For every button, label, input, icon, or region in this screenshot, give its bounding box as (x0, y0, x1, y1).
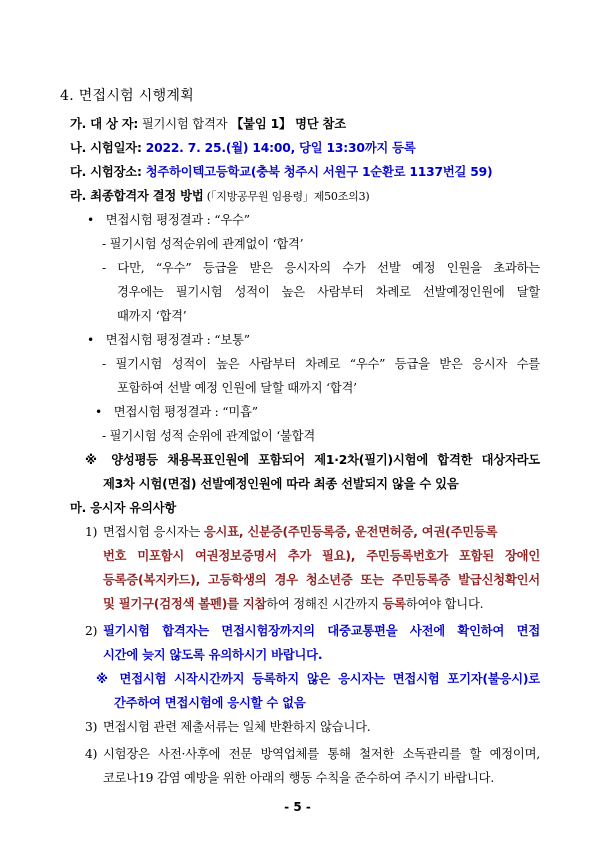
bullet-icon: • (95, 405, 103, 419)
note-gender-line-2: 제3차 시험(면접) 선발예정인원에 따라 최종 선발되지 않을 수 있음 (103, 477, 459, 491)
item-na-label: 나. 시험일자: (70, 141, 142, 155)
notice-2-line-1: 필기시험 합격자는 면접시험장까지의 대중교통편을 사전에 확인하여 면접 (103, 624, 540, 638)
notice-1-line-1 (103, 524, 540, 540)
bullet-poor (95, 404, 258, 420)
item-ma-label: 마. 응시자 유의사항 (70, 501, 177, 515)
note-late-line-1: ※ 면접시험 시작시간까지 등록하지 않은 응시자는 면접시험 포기자(불응시)로 (96, 672, 540, 686)
notice-1-line-3: 등록증(복지카드), 고등학생의 경우 청소년증 또는 주민등록증 발급신청확인서 (103, 573, 540, 587)
item-da (70, 164, 492, 180)
notice-1-items-a: 응시표, 신분증(주민등록증, 운전면허증, 여권(주민등록 (203, 525, 498, 539)
notice-2-num: 2) (85, 624, 98, 638)
notice-4-line-2: 코로나19 감염 예방을 위한 아래의 행동 수칙을 준수하여 주시기 바랍니다. (103, 771, 495, 785)
bullet-excellent (87, 212, 250, 228)
notice-3-line-1: 면접시험 관련 제출서류는 일체 반환하지 않습니다. (103, 720, 371, 734)
item-ra-label: 라. 최종합격자 결정 방법 (70, 189, 204, 203)
item-na (70, 140, 416, 156)
normal-line-1: - 필기시험 성적이 높은 사람부터 차례로 “우수” 등급을 받은 응시자 수를 (102, 357, 540, 371)
bullet-normal (87, 332, 250, 348)
bullet-icon: • (87, 333, 95, 347)
bullet-excellent-title: 면접시험 평정결과 : “우수” (105, 213, 250, 227)
notice-1-text-d: 하여 정해진 시간까지 (266, 597, 383, 611)
notice-4-line-1: 시험장은 사전·사후에 전문 방역업체를 통해 철저한 소독관리를 할 예정이며, (103, 747, 540, 761)
excellent-line-1: - 필기시험 성적순위에 관계없이 ‘합격’ (102, 237, 304, 251)
notice-3-num: 3) (85, 720, 98, 734)
bullet-normal-title: 면접시험 평정결과 : “보통” (105, 333, 250, 347)
notice-1-register: 등록 (382, 597, 406, 611)
normal-line-2: 포함하여 선발 예정 인원에 달할 때까지 ‘합격’ (117, 381, 357, 395)
excellent-line-4: 때까지 ‘합격’ (117, 309, 187, 323)
bullet-icon: • (87, 213, 95, 227)
item-ra-ref: (「지방공무원 임용령」제50조의3) (203, 190, 370, 203)
note-gender-line-1: ※ 양성평등 채용목표인원에 포함되어 제1·2차(필기)시험에 합격한 대상자라도 (85, 453, 540, 467)
excellent-line-3: 경우에는 필기시험 성적이 높은 사람부터 차례로 선발예정인원에 달할 (117, 285, 540, 299)
item-ga-bold: 【붙임 1】 명단 참조 (231, 117, 346, 131)
item-ra (70, 188, 369, 205)
poor-line-1: - 필기시험 성적 순위에 관계없이 ‘불합격 (102, 429, 316, 443)
excellent-line-2: - 다만, “우수” 등급을 받은 응시자의 수가 선발 예정 인원을 초과하는 (102, 261, 540, 275)
notice-2-line-2: 시간에 늦지 않도록 유의하시기 바랍니다. (103, 648, 323, 662)
note-late-line-2: 간주하여 면접시험에 응시할 수 없음 (114, 696, 306, 710)
item-ga-text: 필기시험 합격자 (138, 117, 232, 131)
notice-1-line-2: 번호 미포함시 여권정보증명서 추가 필요), 주민등록번호가 포함된 장애인 (103, 549, 540, 563)
notice-1-num: 1) (85, 525, 98, 539)
notice-1-text-end: 하여야 합니다. (405, 597, 484, 611)
item-ga-label: 가. 대 상 자: (70, 117, 139, 131)
section-title: 4. 면접시험 시행계획 (60, 88, 195, 104)
item-ma (70, 500, 176, 516)
notice-4-num: 4) (85, 747, 98, 761)
item-na-text: 2022. 7. 25.(월) 14:00, 당일 13:30까지 등록 (141, 141, 416, 155)
notice-1-items-d: 및 필기구(검정색 볼펜)를 지참 (103, 597, 267, 611)
page-number: - 5 - (284, 800, 311, 814)
item-da-text: 청주하이텍고등학교(충북 청주시 서원구 1순환로 1137번길 59) (141, 165, 493, 179)
notice-1-line-4 (103, 596, 483, 612)
notice-1-text-a: 면접시험 응시자는 (103, 525, 204, 539)
item-ga (70, 116, 346, 132)
bullet-poor-title: 면접시험 평정결과 : “미흡” (113, 405, 258, 419)
item-da-label: 다. 시험장소: (70, 165, 142, 179)
